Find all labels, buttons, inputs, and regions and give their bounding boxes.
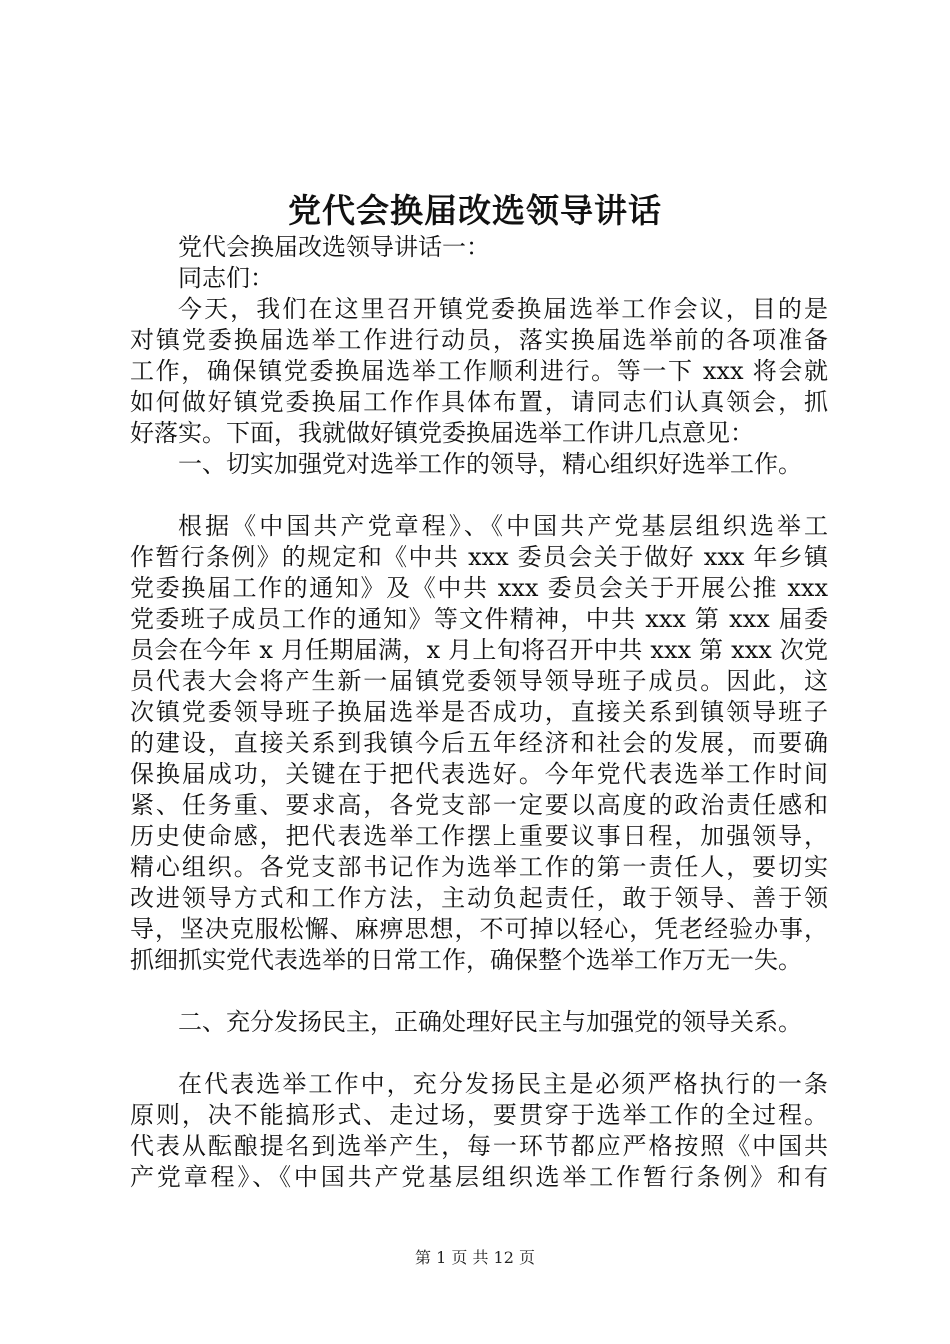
text-line: 紧、任务重、要求高，各党支部一定要以高度的政治责任感和 [130,791,828,819]
paragraph-gap [130,480,828,511]
text-line: 精心组织。各党支部书记作为选举工作的第一责任人，要切实 [130,853,828,881]
text-line: 抓细抓实党代表选举的日常工作，确保整个选举工作万无一失。 [130,946,802,974]
text-line: 原则，决不能搞形式、走过场，要贯穿于选举工作的全过程。 [130,1101,828,1129]
text-line: 作暂行条例》的规定和《中共 xxx 委员会关于做好 xxx 年乡镇 [130,543,828,571]
text-line: 保换届成功，关键在于把代表选好。今年党代表选举工作时间 [130,760,828,788]
text-line: 对镇党委换届选举工作进行动员，落实换届选举前的各项准备 [130,326,828,354]
document-body [130,232,828,1193]
text-line: 二、充分发扬民主，正确处理好民主与加强党的领导关系。 [178,1008,802,1036]
paragraph-gap [130,1038,828,1069]
text-line: 今天，我们在这里召开镇党委换届选举工作会议，目的是 [178,295,828,323]
text-line: 党委班子成员工作的通知》等文件精神，中共 xxx 第 xxx 届委 [130,605,828,633]
text-line: 导，坚决克服松懈、麻痹思想，不可掉以轻心，凭老经验办事， [130,915,828,943]
text-line: 历史使命感，把代表选举工作摆上重要议事日程，加强领导， [130,822,828,850]
text-line: 一、切实加强党对选举工作的领导，精心组织好选举工作。 [178,450,802,478]
text-line: 产党章程》、《中国共产党基层组织选举工作暂行条例》和有 [130,1163,828,1191]
text-line: 工作，确保镇党委换届选举工作顺利进行。等一下 xxx 将会就 [130,357,828,385]
text-line: 代表从酝酿提名到选举产生，每一环节都应严格按照《中国共 [130,1132,828,1160]
paragraph-gap [130,976,828,1007]
text-line: 如何做好镇党委换届工作作具体布置，请同志们认真领会，抓 [130,388,828,416]
text-line: 员代表大会将产生新一届镇党委领导领导班子成员。因此，这 [130,667,828,695]
text-line: 党代会换届改选领导讲话一： [178,233,490,261]
text-line: 党委换届工作的通知》及《中共 xxx 委员会关于开展公推 xxx [130,574,828,602]
text-line: 在代表选举工作中，充分发扬民主是必须严格执行的一条 [178,1070,828,1098]
text-line: 根据《中国共产党章程》、《中国共产党基层组织选举工 [178,512,828,540]
text-line: 次镇党委领导班子换届选举是否成功，直接关系到镇领导班子 [130,698,828,726]
document-title: 党代会换届改选领导讲话 [288,191,662,230]
text-line: 的建设，直接关系到我镇今后五年经济和社会的发展，而要确 [130,729,828,757]
text-line: 同志们： [178,264,274,292]
page-footer: 第 1 页 共 12 页 [415,1248,535,1267]
text-line: 改进领导方式和工作方法，主动负起责任，敢于领导、善于领 [130,884,828,912]
text-line: 员会在今年 x 月任期届满，x 月上旬将召开中共 xxx 第 xxx 次党 [130,636,828,664]
text-line: 好落实。下面，我就做好镇党委换届选举工作讲几点意见： [130,419,754,447]
